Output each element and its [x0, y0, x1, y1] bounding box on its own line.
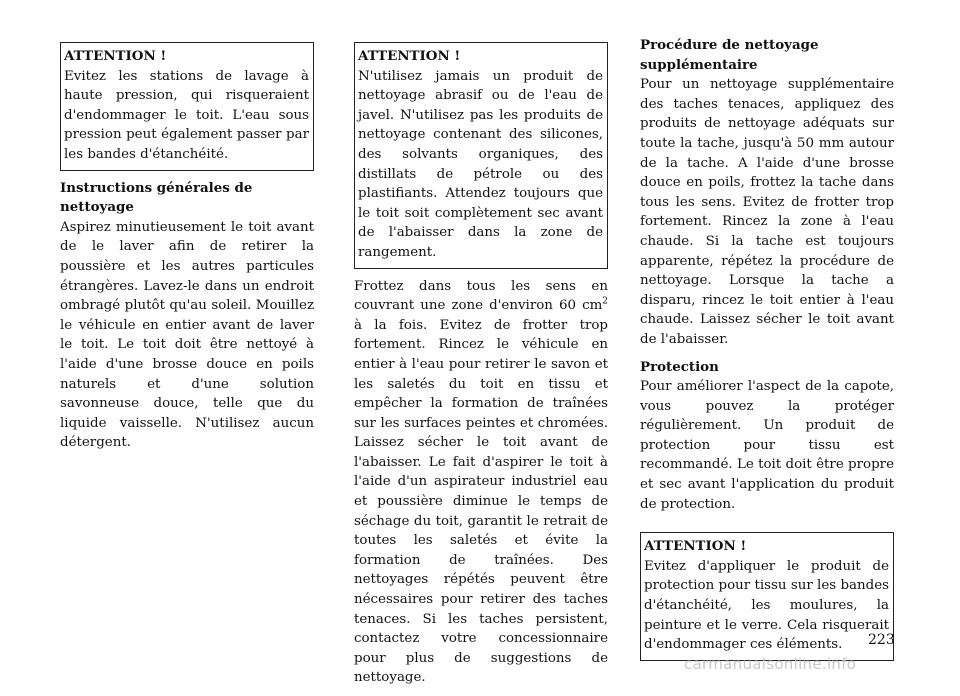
heading-general-cleaning: Instructions générales de nettoyage — [60, 179, 253, 216]
attention-text: Evitez les stations de lavage à haute pression, qui risqueraient d'endommager le toit. L'eau sous pression peut également passer par les bandes d'étanchéité. — [64, 68, 309, 162]
attention-box-protectant — [640, 532, 894, 661]
paragraph-general-cleaning: Aspirez minutieusement le toit avant de le laver afin de retirer la poussière et les autres particules étrangères. Lavez-le dans un endroit ombragé plutôt qu'au soleil. Mouillez le véhicule en entier avant de laver le toit. Le toit doit être nettoyé à l'aide d'une brosse douce en poils naturels et d'une solution savonneuse douce, telle que du liquide vaisselle. N'utilisez aucun détergent. — [60, 219, 314, 451]
column-left — [60, 42, 314, 461]
paragraph-scrubbing — [354, 277, 608, 688]
heading-protection: Protection — [640, 358, 719, 375]
heading-additional-cleaning: Procédure de nettoyage supplémentaire — [640, 37, 819, 73]
attention-box-high-pressure — [60, 42, 314, 171]
attention-title: ATTENTION ! — [64, 48, 167, 64]
paragraph-protection: Pour améliorer l'aspect de la capote, vous pouvez la protéger régulièrement. Un produit de protection pour tissu est recommandé. Le toit doit être propre et sec avant l'application du produit de protection. — [640, 379, 894, 512]
page-number: 223 — [868, 632, 895, 648]
scrubbing-text-end: à la fois. Evitez de frotter trop fortement. Rincez le véhicule en entier à l'eau pour retirer le savon et les saletés du toit en tissu et empêcher la formation de traînées sur les surfaces peintes et chromées. Laissez sécher le toit avant de l'abaisser. Le fait d'aspirer le toit à l'aide d'un aspirateur industriel eau et poussière diminue le temps de séchage du toit, garantit le retrait de toutes les saletés et évite la formation de traînées. Des nettoyages répétés peuvent être nécessaires pour retirer des taches tenaces. Si les taches persistent, contactez votre concessionnaire pour plus de suggestions de nettoyage. — [354, 317, 608, 686]
attention-box-abrasive — [354, 42, 608, 269]
watermark-text: carmanualsonline.info — [684, 655, 857, 673]
column-right — [640, 36, 894, 669]
superscript-square: 2 — [602, 296, 608, 307]
column-middle — [354, 42, 608, 696]
attention-text: Evitez d'appliquer le produit de protection pour tissu sur les bandes d'étanchéité, les moulures, la peinture et le verre. Cela risquerait d'endommager ces éléments. — [644, 558, 889, 653]
attention-title: ATTENTION ! — [644, 538, 747, 555]
attention-title: ATTENTION ! — [358, 48, 461, 64]
scrubbing-text-start: Frottez dans tous les sens en couvrant une zone d'environ 60 cm — [354, 278, 608, 314]
attention-text: N'utilisez jamais un produit de nettoyage abrasif ou de l'eau de javel. N'utilisez pas les produits de nettoyage contenant des silicones, des solvants organiques, des distillats de pétrole ou des plastifiants. Attendez toujours que le toit soit complètement sec avant de l'abaisser dans la zone de rangement. — [358, 68, 603, 260]
paragraph-additional-cleaning: Pour un nettoyage supplémentaire des taches tenaces, appliquez des produits de nettoyage adéquats sur toute la tache, jusqu'à 50 mm autour de la tache. A l'aide d'une brosse douce en poils, frottez la tache dans tous les sens. Evitez de frotter trop fortement. Rincez la zone à l'eau chaude. Si la tache est toujours apparente, répétez la procédure de nettoyage. Lorsque la tache a disparu, rincez le toit entier à l'eau chaude. Laissez sécher le toit avant de l'abaisser. — [640, 77, 894, 347]
